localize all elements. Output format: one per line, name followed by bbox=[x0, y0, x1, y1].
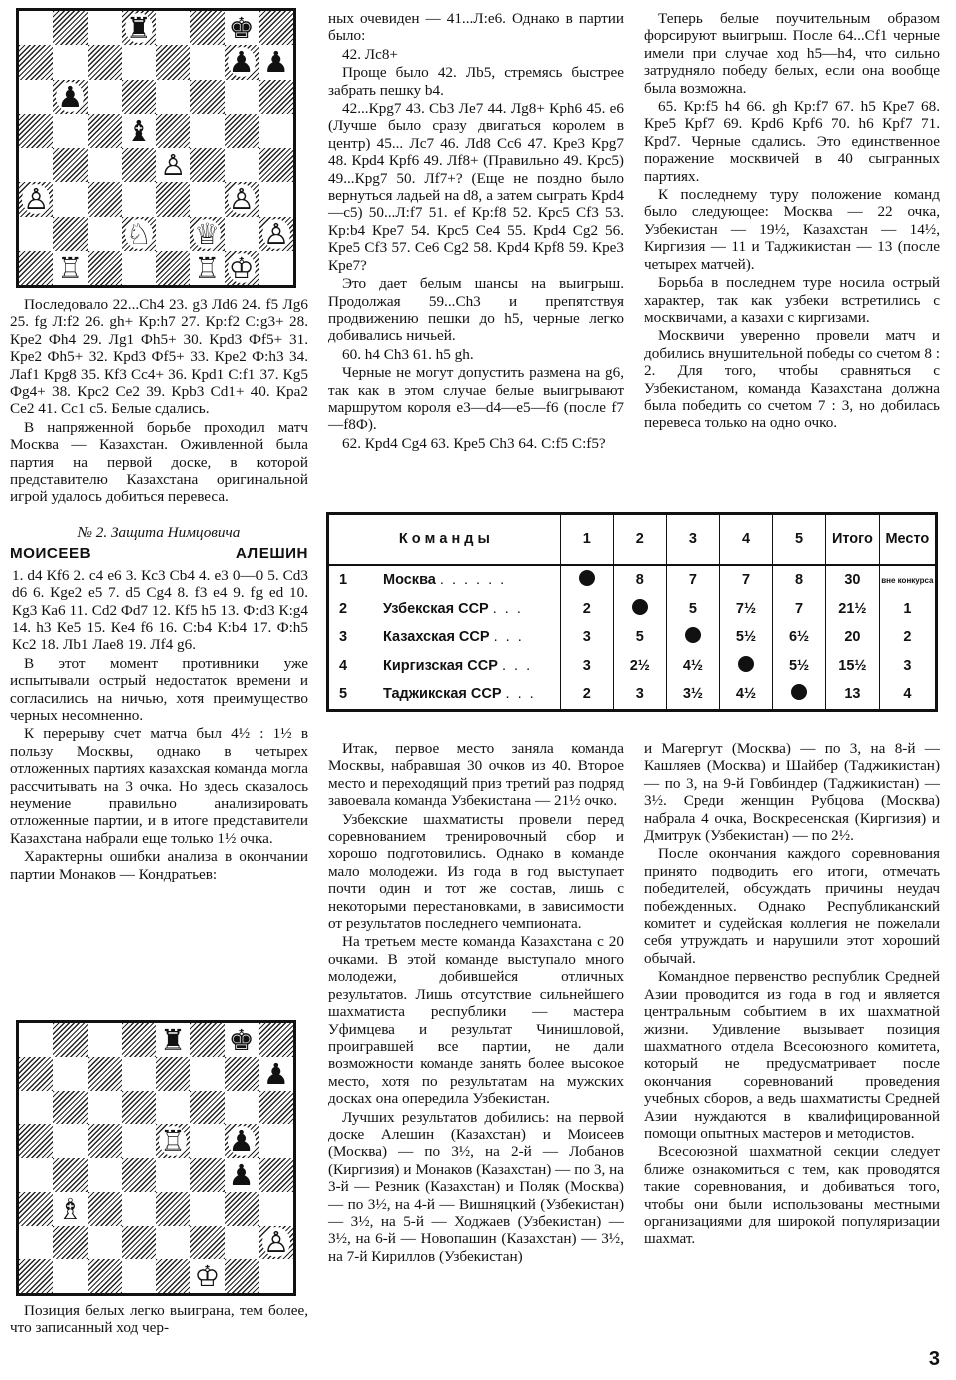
paragraph: и Магергут (Москва) — по 3, на 8-й — Кашляев (Москва) и Шайбер (Таджикистан) — по 3, на 9-й Говбиндер (Таджикистан) — 3½. Среди женщин Рубцова (Москва) набрала 4 очка, Воскресенская (Киргизия) и Дмитрук (Узбекистан) — по 2½. bbox=[644, 740, 940, 845]
dark-square bbox=[156, 1124, 190, 1158]
score-cell bbox=[613, 595, 666, 623]
row-number: 2 bbox=[339, 600, 348, 617]
paragraph: В напряженной борьбе проходил матч Москва — Казахстан. Оживленной была партия на первой доске, в которой представителю Казахстана оригинальной игрой удалось добиться перевеса. bbox=[10, 418, 308, 506]
white-pawn-icon: ♙ bbox=[160, 148, 187, 183]
move-line: 60. h4 Сh3 61. h5 gh. bbox=[342, 345, 474, 363]
table-row bbox=[329, 652, 935, 680]
dark-square bbox=[190, 1023, 224, 1057]
team-cell bbox=[329, 681, 560, 709]
dark-square bbox=[19, 1057, 53, 1091]
move-sequence: 42...Крg7 43. Сb3 Лe7 44. Лg8+ Крh6 45. e6 (Лучше было сразу двигаться королем в центр) 45... Лc7 46. Лd8 Сc6 47. Крe3 Крg7 48. Крd4 Крf6 49. Лf8+ (Правильно 49. Крc5) 49...Крg7 50. Лf7+? (Еще не поздно было вернуться ладьей на d8, а затем сыграть Крd4—c5) 50...Л:f7 51. ef Кр:f8 52. Крc5 Сf3 53. Кр:b4 Крe7 54. Крc5 Сe4 55. Крd4 Сg2 56. Крe5 Сf3 57. Сe6 Сg2 58. Крd4 Крf8 59. Крe3 Крe7? bbox=[328, 100, 624, 274]
row-number: 3 bbox=[339, 629, 348, 646]
light-square bbox=[53, 1124, 87, 1158]
dark-square bbox=[156, 114, 190, 148]
score-cell: 6½ bbox=[773, 624, 826, 652]
paragraph: Характерны ошибки анализа в окончании партии Монаков — Кондратьев: bbox=[10, 848, 308, 883]
light-square bbox=[259, 1259, 293, 1293]
dark-square bbox=[19, 1124, 53, 1158]
score-cell: 5½ bbox=[719, 624, 772, 652]
white-pawn-icon: ♙ bbox=[23, 182, 50, 217]
white-rook-icon: ♖ bbox=[57, 250, 84, 285]
place-cell: 2 bbox=[879, 624, 935, 652]
team-name: Киргизская ССР bbox=[383, 657, 502, 674]
dark-square bbox=[53, 11, 87, 45]
paragraph: Всесоюзной шахматной секции следует ближе ознакомиться с тем, как проводятся такие соревнования, и добиваться того, чтобы они были использованы местными организациями для широкой популяризации шахмат. bbox=[644, 1143, 940, 1248]
light-square bbox=[190, 45, 224, 79]
dark-square bbox=[190, 11, 224, 45]
light-square bbox=[190, 1057, 224, 1091]
light-square bbox=[156, 1023, 190, 1057]
paragraph: К последнему туру положение команд было следующее: Москва — 22 очка, Узбекистан — 19½, Казахстан — 14½, Киргизия — 11 и Таджикистан — 13 (после четырех матчей). bbox=[644, 186, 940, 273]
light-square bbox=[122, 1057, 156, 1091]
chess-diagram-1 bbox=[16, 8, 296, 288]
move-line: 62. Крd4 Сg4 63. Крe5 Сh3 64. С:f5 С:f5? bbox=[342, 434, 606, 452]
paragraph: Борьба в последнем туре носила острый характер, так как узбеки встретились с москвичами, а казахи с киргизами. bbox=[644, 274, 940, 326]
column-1-bottom bbox=[10, 1302, 308, 1337]
light-square bbox=[19, 1091, 53, 1125]
light-square bbox=[156, 1158, 190, 1192]
dark-square bbox=[19, 182, 53, 216]
light-square bbox=[190, 1259, 224, 1293]
header-col-2: 2 bbox=[613, 515, 666, 565]
table-row bbox=[329, 681, 935, 709]
light-square bbox=[19, 148, 53, 182]
light-square bbox=[259, 45, 293, 79]
light-square bbox=[122, 114, 156, 148]
light-square bbox=[122, 1192, 156, 1226]
black-pawn-icon: ♟ bbox=[262, 1056, 289, 1091]
self-play-marker bbox=[685, 627, 701, 643]
table-row bbox=[329, 595, 935, 623]
white-bishop-icon: ♗ bbox=[57, 1191, 84, 1226]
game-moves: 1. d4 Кf6 2. c4 e6 3. Кc3 Сb4 4. e3 0—0 5. Сd3 d6 6. Кge2 e5 7. d5 Сg4 8. f3 e4 9. fg ed 10. Кg3 Кa6 11. Сd2 Фd7 12. Кf5 h5 13. Ф:d3 К:g4 14. h3 Кe5 15. Кe4 f6 16. С:b4 К:b4 17. Ф:h5 Кc2 18. Лb1 Лae8 19. Лf4 g6. bbox=[12, 566, 308, 654]
light-square bbox=[88, 217, 122, 251]
black-king-icon: ♚ bbox=[228, 1022, 255, 1057]
dark-square bbox=[53, 1226, 87, 1260]
row-number: 1 bbox=[339, 572, 348, 589]
total-cell: 30 bbox=[826, 565, 880, 595]
paragraph: Узбекские шахматисты провели перед соревнованием тренировочный сбор и хорошо подготовились. Однако в команде мало молодежи. Из года в год выступает почти один и тот же состав, лишь с некоторыми перестановками, в зависимости от результатов последнего чемпионата. bbox=[328, 810, 624, 933]
header-col-4: 4 bbox=[719, 515, 772, 565]
dark-square bbox=[122, 1091, 156, 1125]
table-header-row bbox=[329, 515, 935, 565]
dark-square bbox=[88, 1057, 122, 1091]
table-row bbox=[329, 565, 935, 595]
score-cell bbox=[666, 624, 719, 652]
score-cell bbox=[560, 565, 613, 595]
black-player: АЛЕШИН bbox=[235, 545, 308, 563]
paragraph: Москвичи уверенно провели матч и добились внушительной победы со счетом 8 : 2. Для того, чтобы сравняться с Узбекистаном, команда Казахстана должна была победить со счетом 7 : 3, но добилась перевеса только на одно очко. bbox=[644, 327, 940, 432]
header-place: Место bbox=[879, 515, 935, 565]
dark-square bbox=[19, 114, 53, 148]
leader-dots: . . . bbox=[505, 686, 536, 703]
light-square bbox=[19, 1023, 53, 1057]
light-square bbox=[190, 251, 224, 285]
dark-square bbox=[122, 11, 156, 45]
team-cell bbox=[329, 652, 560, 680]
dark-square bbox=[122, 217, 156, 251]
header-col-1: 1 bbox=[560, 515, 613, 565]
light-square bbox=[122, 1259, 156, 1293]
light-square bbox=[259, 1057, 293, 1091]
column-2-upper bbox=[328, 10, 624, 452]
players-line bbox=[10, 545, 308, 562]
dark-square bbox=[259, 11, 293, 45]
light-square bbox=[190, 114, 224, 148]
paragraph: ных очевиден — 41...Л:e6. Однако в партии было: bbox=[328, 10, 624, 45]
light-square bbox=[156, 217, 190, 251]
self-play-marker bbox=[632, 599, 648, 615]
score-cell: 8 bbox=[613, 565, 666, 595]
score-cell: 5 bbox=[613, 624, 666, 652]
paragraph: Это дает белым шансы на выигрыш. Продолжая 59...Сh3 и препятствуя продвижению пешки до h5, черные легко добивались ничьей. bbox=[328, 275, 624, 345]
light-square bbox=[225, 1091, 259, 1125]
score-cell: 3 bbox=[560, 624, 613, 652]
light-square bbox=[225, 217, 259, 251]
black-rook-icon: ♜ bbox=[125, 11, 152, 46]
light-square bbox=[259, 1124, 293, 1158]
light-square bbox=[53, 1192, 87, 1226]
chess-diagram-2 bbox=[16, 1020, 296, 1296]
paragraph: Итак, первое место заняла команда Москвы, набравшая 30 очков из 40. Второе место и переходящий приз третий раз подряд завоевала команда Узбекистана — 21½ очко. bbox=[328, 740, 624, 810]
light-square bbox=[122, 1124, 156, 1158]
place-cell: 4 bbox=[879, 681, 935, 709]
light-square bbox=[259, 1192, 293, 1226]
dark-square bbox=[88, 114, 122, 148]
dark-square bbox=[259, 148, 293, 182]
score-cell: 4½ bbox=[666, 652, 719, 680]
dark-square bbox=[122, 80, 156, 114]
black-king-icon: ♚ bbox=[228, 11, 255, 46]
dark-square bbox=[122, 1226, 156, 1260]
self-play-marker bbox=[579, 570, 595, 586]
light-square bbox=[225, 148, 259, 182]
light-square bbox=[225, 11, 259, 45]
dark-square bbox=[225, 251, 259, 285]
dark-square bbox=[259, 1023, 293, 1057]
dark-square bbox=[259, 217, 293, 251]
dark-square bbox=[122, 1023, 156, 1057]
team-name: Таджикская ССР bbox=[383, 686, 506, 703]
dark-square bbox=[156, 182, 190, 216]
team-cell bbox=[329, 624, 560, 652]
dark-square bbox=[190, 217, 224, 251]
dark-square bbox=[156, 45, 190, 79]
dark-square bbox=[53, 1158, 87, 1192]
dark-square bbox=[19, 1259, 53, 1293]
dark-square bbox=[225, 114, 259, 148]
paragraph: К перерыву счет матча был 4½ : 1½ в пользу Москвы, однако в четырех отложенных партиях казахская команда могла рассчитывать на 3 очка. Но здесь сказалось неумение правильно анализировать отложенные партии, и в итоге представители Казахстана набрали еще только 1½ очка. bbox=[10, 725, 308, 847]
paragraph: Позиция белых легко выиграна, тем более, что записанный ход чер- bbox=[10, 1302, 308, 1337]
dark-square bbox=[225, 1124, 259, 1158]
dark-square bbox=[88, 1124, 122, 1158]
dark-square bbox=[225, 1192, 259, 1226]
light-square bbox=[190, 1124, 224, 1158]
light-square bbox=[259, 182, 293, 216]
table-row bbox=[329, 624, 935, 652]
column-3-lower bbox=[644, 740, 940, 1248]
light-square bbox=[88, 1158, 122, 1192]
paragraph: Проще было 42. Лb5, стремясь быстрее забрать пешку b4. bbox=[328, 64, 624, 99]
self-play-marker bbox=[791, 684, 807, 700]
dark-square bbox=[225, 1057, 259, 1091]
dark-square bbox=[156, 1057, 190, 1091]
white-pawn-icon: ♙ bbox=[262, 216, 289, 251]
white-king-icon: ♔ bbox=[194, 1259, 221, 1294]
light-square bbox=[53, 1259, 87, 1293]
black-pawn-icon: ♟ bbox=[57, 79, 84, 114]
standings-table bbox=[326, 512, 938, 712]
light-square bbox=[225, 1226, 259, 1260]
paragraph: После окончания каждого соревнования принято подводить его итоги, отмечать победителей, обсуждать причины неудач побежденных. Однако Республиканский комитет и судейская коллегия не пожелали себя утруждать и нарушили этот хороший обычай. bbox=[644, 845, 940, 967]
score-cell: 7 bbox=[666, 565, 719, 595]
dark-square bbox=[190, 80, 224, 114]
dark-square bbox=[53, 1091, 87, 1125]
light-square bbox=[225, 1023, 259, 1057]
black-rook-icon: ♜ bbox=[160, 1022, 187, 1057]
total-cell: 15½ bbox=[826, 652, 880, 680]
white-player: МОИСЕЕВ bbox=[10, 545, 92, 563]
score-cell: 3½ bbox=[666, 681, 719, 709]
light-square bbox=[156, 1091, 190, 1125]
dark-square bbox=[88, 182, 122, 216]
column-3-upper bbox=[644, 10, 940, 432]
light-square bbox=[225, 80, 259, 114]
paragraph: Черные не могут допустить размена на g6, так как в этом случае белые выигрывают маршрутом короля e3—d4—e5—f6 (после f7—f8Ф). bbox=[328, 364, 624, 434]
dark-square bbox=[53, 148, 87, 182]
dark-square bbox=[259, 1158, 293, 1192]
self-play-marker bbox=[738, 656, 754, 672]
light-square bbox=[259, 114, 293, 148]
light-square bbox=[156, 11, 190, 45]
total-cell: 13 bbox=[826, 681, 880, 709]
score-cell: 3 bbox=[613, 681, 666, 709]
white-rook-icon: ♖ bbox=[194, 250, 221, 285]
light-square bbox=[53, 45, 87, 79]
dark-square bbox=[88, 251, 122, 285]
place-cell bbox=[879, 565, 935, 595]
total-cell: 21½ bbox=[826, 595, 880, 623]
light-square bbox=[156, 1226, 190, 1260]
score-cell: 5 bbox=[666, 595, 719, 623]
white-knight-icon: ♘ bbox=[125, 216, 152, 251]
move-sequence: 65. Кр:f5 h4 66. gh Кр:f7 67. h5 Крe7 68. Крe5 Крf7 69. Крd6 Крf6 70. h6 Крf7 71. Крd7. Черные сдались. Это единственное поражение москвичей в 40 сыгранных партиях. bbox=[644, 98, 940, 185]
dark-square bbox=[19, 251, 53, 285]
light-square bbox=[19, 11, 53, 45]
black-pawn-icon: ♟ bbox=[228, 1124, 255, 1159]
header-total: Итого bbox=[826, 515, 880, 565]
dark-square bbox=[259, 80, 293, 114]
white-pawn-icon: ♙ bbox=[228, 182, 255, 217]
light-square bbox=[190, 1192, 224, 1226]
score-cell bbox=[773, 681, 826, 709]
place-cell: 1 bbox=[879, 595, 935, 623]
light-square bbox=[53, 251, 87, 285]
dark-square bbox=[190, 148, 224, 182]
score-cell: 2 bbox=[560, 681, 613, 709]
score-cell: 3 bbox=[560, 652, 613, 680]
light-square bbox=[19, 1158, 53, 1192]
dark-square bbox=[225, 182, 259, 216]
light-square bbox=[156, 80, 190, 114]
dark-square bbox=[225, 1259, 259, 1293]
team-cell bbox=[329, 595, 560, 623]
header-col-5: 5 bbox=[773, 515, 826, 565]
light-square bbox=[88, 1226, 122, 1260]
dark-square bbox=[259, 1091, 293, 1125]
light-square bbox=[225, 1158, 259, 1192]
light-square bbox=[122, 182, 156, 216]
page-number: 3 bbox=[928, 1347, 940, 1370]
team-cell bbox=[329, 565, 560, 595]
dark-square bbox=[19, 1192, 53, 1226]
score-cell: 5½ bbox=[773, 652, 826, 680]
paragraph: Командное первенство республик Средней Азии проводится из года в год и является центральным событием в их шахматной жизни. Удивление вызывает позиция шахматного отдела Всесоюзного комитета, который не предусматривает после окончания соревнований проведения учебных сборов, а ведь шахматисты Средней Азии нуждаются в квалифицированной помощи опытных мастеров и методистов. bbox=[644, 968, 940, 1142]
total-cell: 20 bbox=[826, 624, 880, 652]
paragraph: В этот момент противники уже испытывали острый недостаток времени и согласились на ничью, хотя преимущество черных несомненно. bbox=[10, 654, 308, 724]
light-square bbox=[53, 182, 87, 216]
score-cell: 2 bbox=[560, 595, 613, 623]
dark-square bbox=[259, 1226, 293, 1260]
light-square bbox=[88, 1023, 122, 1057]
team-name: Москва bbox=[383, 572, 440, 589]
score-cell: 2½ bbox=[613, 652, 666, 680]
leader-dots: . . . bbox=[501, 657, 533, 674]
row-number: 4 bbox=[339, 657, 348, 674]
paragraph: На третьем месте команда Казахстана с 20 очками. В этой команде выступало много молодежи, добившейся отличных результатов. Лишь отсутствие сильнейшего шахматиста республики — мастера Уфимцева и результат Чинишловой, проигравшей все партии, не дали возможности команде занять более высокое место, хотя по результатам на мужских досках она опередила Узбекистан. bbox=[328, 933, 624, 1108]
dark-square bbox=[156, 1259, 190, 1293]
row-number: 5 bbox=[339, 686, 348, 703]
score-cell: 4½ bbox=[719, 681, 772, 709]
light-square bbox=[259, 251, 293, 285]
light-square bbox=[53, 114, 87, 148]
team-name: Казахская ССР bbox=[383, 629, 494, 646]
light-square bbox=[156, 148, 190, 182]
score-cell: 7 bbox=[773, 595, 826, 623]
dark-square bbox=[190, 1091, 224, 1125]
leader-dots: . . . bbox=[492, 600, 523, 617]
score-cell: 7 bbox=[719, 565, 772, 595]
light-square bbox=[19, 1226, 53, 1260]
leader-dots: . . . bbox=[493, 629, 524, 646]
white-queen-icon: ♕ bbox=[194, 216, 221, 251]
light-square bbox=[88, 11, 122, 45]
out-of-competition-note: вне конкурса bbox=[881, 576, 934, 586]
light-square bbox=[122, 251, 156, 285]
light-square bbox=[53, 1057, 87, 1091]
light-square bbox=[88, 148, 122, 182]
paragraph: Теперь белые поучительным образом форсируют выигрыш. После 64...Сf1 черные имели при случае ход h5—h4, что сильно затрудняло победу белых, если она вообще была возможна. bbox=[644, 10, 940, 97]
dark-square bbox=[53, 217, 87, 251]
score-cell: 7½ bbox=[719, 595, 772, 623]
light-square bbox=[88, 80, 122, 114]
dark-square bbox=[53, 80, 87, 114]
white-rook-icon: ♖ bbox=[160, 1124, 187, 1159]
game-continuation-text: Последовало 22...Сh4 23. g3 Лd6 24. f5 Лg6 25. fg Л:f2 26. gh+ Кр:h7 27. Кр:f2 С:g3+ 28. Крe2 Фh4 29. Лg1 Фh5+ 30. Крd3 Фf5+ 31. Крe2 Фh5+ 32. Крd3 Фf5+ 33. Крe2 Ф:h3 34. Лaf1 Крg8 35. Кf3 Сc4+ 36. Крd1 С:f1 37. Кg5 Фg4+ 38. Крc2 Сe2 39. Крb3 Сd1+ 40. Крa2 Сe2 41. Сc1 c5. Белые сдались. bbox=[10, 296, 308, 418]
light-square bbox=[122, 45, 156, 79]
black-bishop-icon: ♝ bbox=[125, 113, 152, 148]
light-square bbox=[190, 182, 224, 216]
white-pawn-icon: ♙ bbox=[262, 1225, 289, 1260]
dark-square bbox=[53, 1023, 87, 1057]
black-pawn-icon: ♟ bbox=[262, 45, 289, 80]
header-teams: К о м а н д ы bbox=[329, 515, 560, 565]
black-pawn-icon: ♟ bbox=[228, 1157, 255, 1192]
move-line: 42. Лc8+ bbox=[342, 45, 398, 63]
dark-square bbox=[156, 1192, 190, 1226]
dark-square bbox=[190, 1226, 224, 1260]
column-2-lower bbox=[328, 740, 624, 1265]
column-1-upper bbox=[10, 296, 308, 883]
header-col-3: 3 bbox=[666, 515, 719, 565]
light-square bbox=[19, 217, 53, 251]
dark-square bbox=[225, 45, 259, 79]
game-heading: № 2. Защита Нимцовича bbox=[77, 523, 241, 541]
dark-square bbox=[88, 1259, 122, 1293]
light-square bbox=[19, 80, 53, 114]
dark-square bbox=[122, 148, 156, 182]
team-name: Узбекская ССР bbox=[383, 600, 493, 617]
dark-square bbox=[190, 1158, 224, 1192]
dark-square bbox=[88, 45, 122, 79]
dark-square bbox=[88, 1192, 122, 1226]
paragraph: Лучших результатов добились: на первой доске Алешин (Казахстан) и Моисеев (Москва) — по 3½, на 2-й — Лобанов (Киргизия) и Монаков (Казахстан) — по 3, на 3-й — Резник (Казахстан) и Поляк (Москва) — по 3½, на 4-й — Вишняцкий (Узбекистан) — 3½, на 5-й — Ходжаев (Узбекистан) — 3½, на 6-й — Новопашин (Казахстан) — 3½, на 7-й Кириллов (Узбекистан) bbox=[328, 1108, 624, 1265]
dark-square bbox=[19, 45, 53, 79]
place-cell: 3 bbox=[879, 652, 935, 680]
dark-square bbox=[156, 251, 190, 285]
white-king-icon: ♔ bbox=[228, 250, 255, 285]
dark-square bbox=[122, 1158, 156, 1192]
black-pawn-icon: ♟ bbox=[228, 45, 255, 80]
leader-dots: . . . . . . bbox=[439, 572, 507, 589]
light-square bbox=[88, 1091, 122, 1125]
score-cell bbox=[719, 652, 772, 680]
score-cell: 8 bbox=[773, 565, 826, 595]
